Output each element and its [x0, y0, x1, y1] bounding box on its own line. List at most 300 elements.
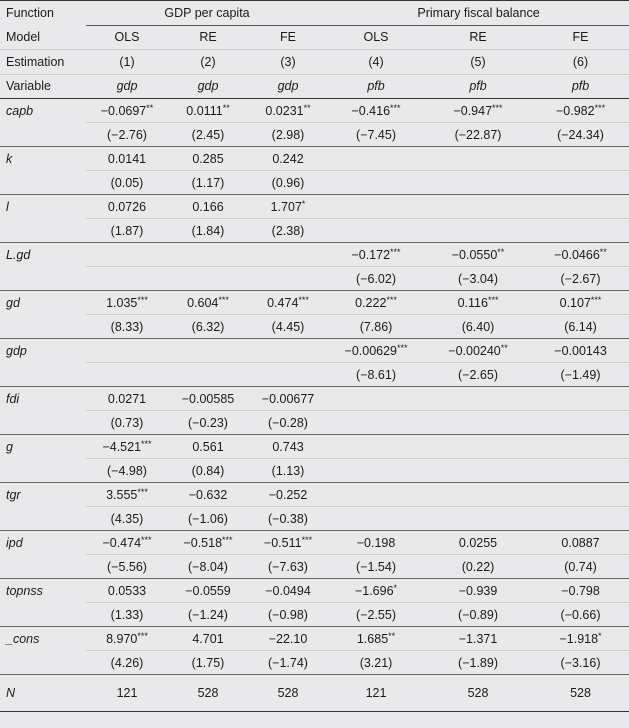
- coefficient-cell: [532, 579, 629, 603]
- tstat-cell: (1.75): [168, 651, 248, 675]
- coefficient-cell: [168, 483, 248, 507]
- tstat-cell: (1.84): [168, 219, 248, 243]
- table-row: [0, 531, 629, 555]
- coefficient-cell: [424, 243, 532, 267]
- variable-name: L.gd: [6, 247, 31, 262]
- dependent-cell: gdp: [86, 74, 168, 99]
- coefficient-value: −0.00677: [261, 391, 315, 406]
- coefficient-value: 0.0726: [107, 199, 147, 214]
- coefficient-cell: [532, 291, 629, 315]
- coefficient-cell: [328, 195, 424, 219]
- significance-stars: ***: [390, 102, 401, 113]
- tstat-cell: (−1.54): [328, 555, 424, 579]
- table-row-tstat: [0, 123, 629, 147]
- tstat-cell: (0.84): [168, 459, 248, 483]
- tstat-cell: (1.13): [248, 459, 328, 483]
- observations-cell: 121: [86, 675, 168, 712]
- observations-cell: 121: [328, 675, 424, 712]
- estimation-label: Estimation: [0, 50, 86, 75]
- coefficient-value: 8.970: [106, 631, 138, 646]
- coefficient-cell: [424, 387, 532, 411]
- coefficient-cell: [168, 339, 248, 363]
- coefficient-cell: [424, 627, 532, 651]
- coefficient-cell: [86, 387, 168, 411]
- coefficient-cell: [532, 627, 629, 651]
- tstat-cell: (6.14): [532, 315, 629, 339]
- tstat-cell: [248, 363, 328, 387]
- coefficient-cell: [248, 147, 328, 171]
- coefficient-cell: [168, 99, 248, 123]
- significance-stars: ***: [218, 294, 229, 305]
- table-row-tstat: [0, 651, 629, 675]
- tstat-cell: (−0.89): [424, 603, 532, 627]
- observations-cell: 528: [424, 675, 532, 712]
- significance-stars: **: [497, 246, 505, 257]
- table-row-tstat: [0, 171, 629, 195]
- significance-stars: ***: [141, 534, 152, 545]
- coefficient-cell: [424, 195, 532, 219]
- tstat-cell: [424, 507, 532, 531]
- header-variable-row: [0, 74, 629, 99]
- significance-stars: *: [301, 198, 306, 209]
- tstat-cell: (−8.04): [168, 555, 248, 579]
- coefficient-value: −0.982: [555, 103, 595, 118]
- coefficient-cell: [424, 147, 532, 171]
- tstat-cell: [328, 411, 424, 435]
- coefficient-cell: [168, 291, 248, 315]
- table-row-tstat: [0, 411, 629, 435]
- coefficient-value: −0.416: [351, 103, 391, 118]
- significance-stars: **: [500, 342, 508, 353]
- table-row: [0, 579, 629, 603]
- coefficient-cell: [248, 387, 328, 411]
- tstat-cell: [168, 363, 248, 387]
- coefficient-value: 0.474: [267, 295, 299, 310]
- header-estimation-row: [0, 50, 629, 75]
- coefficient-cell: [424, 483, 532, 507]
- tstat-cell: (8.33): [86, 315, 168, 339]
- coefficient-cell: [248, 99, 328, 123]
- header-model-row: [0, 25, 629, 50]
- coefficient-cell: [248, 291, 328, 315]
- tstat-cell: (2.45): [168, 123, 248, 147]
- table-row: [0, 99, 629, 123]
- tstat-cell: [424, 171, 532, 195]
- coefficient-cell: [424, 291, 532, 315]
- coefficient-value: −0.00240: [448, 343, 501, 358]
- coefficient-cell: [532, 483, 629, 507]
- dependent-cell: pfb: [424, 74, 532, 99]
- estimation-cell: (2): [168, 50, 248, 75]
- group-gdp-per-capita: GDP per capita: [86, 1, 328, 26]
- tstat-cell: (2.38): [248, 219, 328, 243]
- estimation-cell: (4): [328, 50, 424, 75]
- coefficient-value: −0.00143: [554, 343, 607, 358]
- tstat-cell: [328, 459, 424, 483]
- coefficient-value: 1.707: [270, 199, 302, 214]
- table-row: [0, 627, 629, 651]
- significance-stars: ***: [137, 486, 148, 497]
- coefficient-cell: [328, 579, 424, 603]
- estimation-cell: (3): [248, 50, 328, 75]
- variable-name: _cons: [6, 631, 40, 646]
- dependent-cell: gdp: [248, 74, 328, 99]
- variable-name: g: [6, 439, 13, 454]
- model-cell: FE: [532, 25, 629, 50]
- coefficient-cell: [248, 627, 328, 651]
- variable-spacer: [0, 507, 86, 531]
- tstat-cell: [248, 267, 328, 291]
- estimation-cell: (5): [424, 50, 532, 75]
- tstat-cell: (−1.89): [424, 651, 532, 675]
- coefficient-cell: [424, 339, 532, 363]
- tstat-cell: (−4.98): [86, 459, 168, 483]
- coefficient-value: −0.172: [351, 247, 391, 262]
- tstat-cell: (−2.65): [424, 363, 532, 387]
- coefficient-cell: [532, 387, 629, 411]
- tstat-cell: [532, 411, 629, 435]
- coefficient-value: 0.242: [272, 151, 304, 166]
- coefficient-value: −0.518: [183, 535, 223, 550]
- coefficient-cell: [248, 531, 328, 555]
- coefficient-cell: [248, 435, 328, 459]
- variable-spacer: [0, 123, 86, 147]
- tstat-cell: (−22.87): [424, 123, 532, 147]
- significance-stars: *: [598, 630, 602, 641]
- significance-stars: ***: [137, 294, 148, 305]
- tstat-cell: (1.87): [86, 219, 168, 243]
- coefficient-value: 0.0887: [561, 535, 600, 550]
- variable-name: capb: [6, 103, 34, 118]
- tstat-cell: [86, 363, 168, 387]
- table-row: [0, 147, 629, 171]
- coefficient-cell: [168, 579, 248, 603]
- variable-name: l: [6, 199, 9, 214]
- significance-stars: ***: [487, 294, 499, 305]
- tstat-cell: (−0.23): [168, 411, 248, 435]
- coefficient-cell: [248, 483, 328, 507]
- tstat-cell: [328, 171, 424, 195]
- significance-stars: ***: [492, 102, 503, 113]
- variable-name: gd: [6, 295, 20, 310]
- variable-name: k: [6, 151, 13, 166]
- significance-stars: **: [303, 102, 311, 113]
- coefficient-cell: [532, 435, 629, 459]
- table-row-tstat: [0, 507, 629, 531]
- tstat-cell: (1.33): [86, 603, 168, 627]
- coefficient-value: 4.701: [192, 631, 224, 646]
- tstat-cell: [532, 219, 629, 243]
- dependent-cell: pfb: [532, 74, 629, 99]
- tstat-cell: [532, 171, 629, 195]
- coefficient-cell: [168, 435, 248, 459]
- tstat-cell: [328, 507, 424, 531]
- table-row-tstat: [0, 555, 629, 579]
- significance-stars: **: [388, 630, 396, 641]
- variable-spacer: [0, 411, 86, 435]
- coefficient-cell: [86, 435, 168, 459]
- coefficient-cell: [424, 531, 532, 555]
- tstat-cell: [328, 219, 424, 243]
- coefficient-value: 1.035: [106, 295, 138, 310]
- coefficient-cell: [532, 195, 629, 219]
- coefficient-value: −0.0466: [554, 247, 600, 262]
- variable-spacer: [0, 363, 86, 387]
- coefficient-cell: [168, 387, 248, 411]
- coefficient-value: 0.116: [457, 295, 488, 310]
- significance-stars: **: [599, 246, 607, 257]
- coefficient-value: 0.743: [272, 439, 304, 454]
- coefficient-cell: [532, 99, 629, 123]
- estimation-cell: (1): [86, 50, 168, 75]
- tstat-cell: (−1.06): [168, 507, 248, 531]
- coefficient-cell: [86, 147, 168, 171]
- header-function-row: [0, 1, 629, 26]
- tstat-cell: [532, 459, 629, 483]
- variable-name: fdi: [6, 391, 20, 406]
- tstat-cell: (0.74): [532, 555, 629, 579]
- coefficient-value: 0.0141: [107, 151, 147, 166]
- model-cell: RE: [168, 25, 248, 50]
- coefficient-cell: [424, 579, 532, 603]
- coefficient-value: −0.947: [453, 103, 493, 118]
- tstat-cell: (−3.04): [424, 267, 532, 291]
- coefficient-cell: [328, 147, 424, 171]
- variable-spacer: [0, 459, 86, 483]
- coefficient-value: 0.0255: [458, 535, 498, 550]
- variable-spacer: [0, 267, 86, 291]
- coefficient-cell: [328, 531, 424, 555]
- table-row: [0, 339, 629, 363]
- table-row: [0, 243, 629, 267]
- coefficient-cell: [168, 147, 248, 171]
- tstat-cell: (3.21): [328, 651, 424, 675]
- coefficient-value: 0.222: [355, 295, 387, 310]
- significance-stars: ***: [298, 294, 309, 305]
- table-row: [0, 291, 629, 315]
- tstat-cell: (−7.63): [248, 555, 328, 579]
- significance-stars: **: [222, 102, 230, 113]
- group-primary-fiscal-balance: Primary fiscal balance: [328, 1, 629, 26]
- coefficient-value: −0.474: [102, 535, 142, 550]
- significance-stars: ***: [222, 534, 233, 545]
- estimation-cell: (6): [532, 50, 629, 75]
- significance-stars: ***: [390, 246, 401, 257]
- coefficient-cell: [328, 291, 424, 315]
- coefficient-cell: [168, 627, 248, 651]
- tstat-cell: [86, 267, 168, 291]
- coefficient-cell: [86, 627, 168, 651]
- tstat-cell: [424, 459, 532, 483]
- tstat-cell: (−2.76): [86, 123, 168, 147]
- coefficient-value: 3.555: [106, 487, 138, 502]
- variable-name: ipd: [6, 535, 23, 550]
- coefficient-cell: [328, 483, 424, 507]
- tstat-cell: (−3.16): [532, 651, 629, 675]
- coefficient-value: 0.285: [192, 151, 224, 166]
- significance-stars: ***: [137, 630, 148, 641]
- coefficient-value: −0.198: [356, 535, 396, 550]
- coefficient-cell: [86, 291, 168, 315]
- variable-spacer: [0, 315, 86, 339]
- coefficient-value: −0.798: [561, 583, 600, 598]
- tstat-cell: (−0.98): [248, 603, 328, 627]
- tstat-cell: (−2.55): [328, 603, 424, 627]
- coefficient-cell: [248, 579, 328, 603]
- observations-cell: 528: [248, 675, 328, 712]
- table-row-tstat: [0, 219, 629, 243]
- model-label: Model: [0, 25, 86, 50]
- table-body: [0, 99, 629, 712]
- tstat-cell: (−5.56): [86, 555, 168, 579]
- significance-stars: ***: [590, 294, 602, 305]
- variable-name: gdp: [6, 343, 27, 358]
- coefficient-cell: [532, 243, 629, 267]
- observations-label: N: [0, 675, 86, 712]
- dependent-cell: pfb: [328, 74, 424, 99]
- tstat-cell: (−7.45): [328, 123, 424, 147]
- model-cell: FE: [248, 25, 328, 50]
- observations-cell: 528: [168, 675, 248, 712]
- model-cell: RE: [424, 25, 532, 50]
- coefficient-value: −0.0494: [265, 583, 311, 598]
- significance-stars: ***: [386, 294, 397, 305]
- tstat-cell: (2.98): [248, 123, 328, 147]
- coefficient-cell: [248, 243, 328, 267]
- significance-stars: ***: [397, 342, 408, 353]
- coefficient-cell: [424, 99, 532, 123]
- significance-stars: ***: [301, 534, 313, 545]
- coefficient-value: −1.918: [559, 631, 599, 646]
- coefficient-value: −0.0697: [100, 103, 147, 118]
- tstat-cell: (7.86): [328, 315, 424, 339]
- table-row-tstat: [0, 363, 629, 387]
- coefficient-value: −0.939: [458, 583, 498, 598]
- coefficient-cell: [86, 339, 168, 363]
- coefficient-cell: [328, 435, 424, 459]
- coefficient-value: 0.166: [192, 199, 224, 214]
- coefficient-cell: [168, 195, 248, 219]
- significance-stars: ***: [141, 438, 152, 449]
- coefficient-value: 0.0533: [107, 583, 147, 598]
- coefficient-cell: [328, 243, 424, 267]
- coefficient-value: −0.632: [188, 487, 228, 502]
- coefficient-value: −0.00585: [181, 391, 235, 406]
- significance-stars: *: [393, 582, 398, 593]
- coefficient-cell: [328, 339, 424, 363]
- observations-row: [0, 675, 629, 712]
- coefficient-value: −0.00629: [344, 343, 397, 358]
- tstat-cell: (−0.38): [248, 507, 328, 531]
- coefficient-cell: [86, 483, 168, 507]
- coefficient-cell: [86, 99, 168, 123]
- table-row-tstat: [0, 603, 629, 627]
- coefficient-cell: [424, 435, 532, 459]
- tstat-cell: (1.17): [168, 171, 248, 195]
- table-row-tstat: [0, 315, 629, 339]
- coefficient-cell: [86, 195, 168, 219]
- table-row: [0, 195, 629, 219]
- observations-cell: 528: [532, 675, 629, 712]
- table-row: [0, 387, 629, 411]
- tstat-cell: (−0.66): [532, 603, 629, 627]
- variable-spacer: [0, 603, 86, 627]
- coefficient-value: −0.511: [263, 535, 302, 550]
- tstat-cell: (−2.67): [532, 267, 629, 291]
- tstat-cell: [532, 507, 629, 531]
- coefficient-cell: [86, 243, 168, 267]
- tstat-cell: (0.73): [86, 411, 168, 435]
- variable-spacer: [0, 555, 86, 579]
- coefficient-value: 0.604: [187, 295, 219, 310]
- variable-name: tgr: [6, 487, 21, 502]
- tstat-cell: [168, 267, 248, 291]
- tstat-cell: (−1.74): [248, 651, 328, 675]
- significance-stars: ***: [594, 102, 606, 113]
- coefficient-value: −4.521: [102, 439, 142, 454]
- tstat-cell: (−0.28): [248, 411, 328, 435]
- coefficient-cell: [532, 531, 629, 555]
- coefficient-cell: [248, 195, 328, 219]
- coefficient-value: 0.0111: [186, 103, 223, 118]
- tstat-cell: (6.32): [168, 315, 248, 339]
- tstat-cell: (4.26): [86, 651, 168, 675]
- coefficient-cell: [328, 627, 424, 651]
- coefficient-cell: [248, 339, 328, 363]
- tstat-cell: (0.96): [248, 171, 328, 195]
- coefficient-cell: [328, 99, 424, 123]
- tstat-cell: (6.40): [424, 315, 532, 339]
- tstat-cell: (−6.02): [328, 267, 424, 291]
- coefficient-value: −0.252: [268, 487, 308, 502]
- coefficient-value: 1.685: [356, 631, 389, 646]
- model-cell: OLS: [328, 25, 424, 50]
- variable-spacer: [0, 219, 86, 243]
- tstat-cell: (0.05): [86, 171, 168, 195]
- coefficient-cell: [532, 339, 629, 363]
- variable-label: Variable: [0, 74, 86, 99]
- table-row-tstat: [0, 459, 629, 483]
- coefficient-value: 0.0271: [107, 391, 147, 406]
- coefficient-value: −0.0559: [185, 583, 231, 598]
- table-row-tstat: [0, 267, 629, 291]
- coefficient-value: 0.0231: [265, 103, 304, 118]
- tstat-cell: (4.45): [248, 315, 328, 339]
- coefficient-value: −0.0550: [451, 247, 498, 262]
- function-label: Function: [0, 1, 86, 26]
- variable-name: topnss: [6, 583, 43, 598]
- coefficient-cell: [532, 147, 629, 171]
- tstat-cell: (0.22): [424, 555, 532, 579]
- table-row: [0, 435, 629, 459]
- tstat-cell: [424, 411, 532, 435]
- coefficient-cell: [86, 579, 168, 603]
- coefficient-cell: [168, 243, 248, 267]
- tstat-cell: (−8.61): [328, 363, 424, 387]
- coefficient-value: 0.107: [559, 295, 591, 310]
- tstat-cell: [424, 219, 532, 243]
- coefficient-value: −22.10: [268, 631, 308, 646]
- variable-spacer: [0, 171, 86, 195]
- model-cell: OLS: [86, 25, 168, 50]
- tstat-cell: (4.35): [86, 507, 168, 531]
- dependent-cell: gdp: [168, 74, 248, 99]
- table-row: [0, 483, 629, 507]
- coefficient-value: 0.561: [192, 439, 224, 454]
- coefficient-cell: [328, 387, 424, 411]
- significance-stars: **: [146, 102, 154, 113]
- coefficient-cell: [168, 531, 248, 555]
